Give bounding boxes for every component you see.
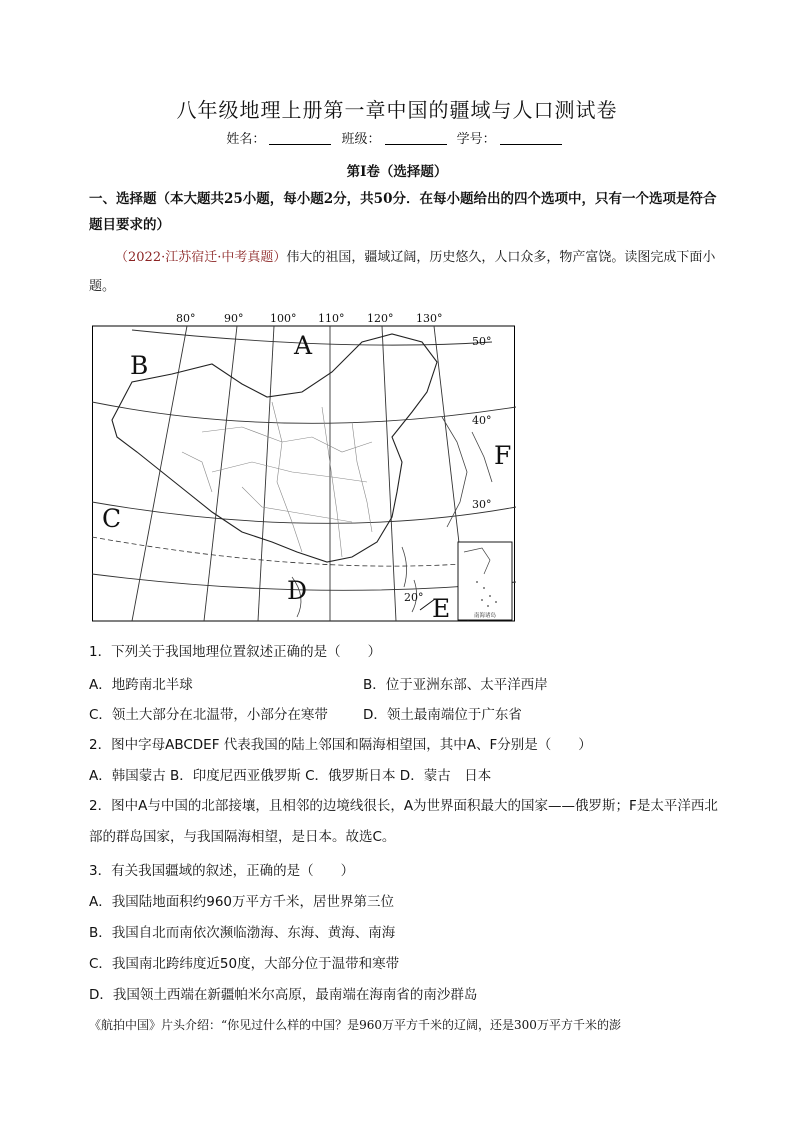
q2-analysis: 2．图中A与中国的北部接壤，且相邻的边境线很长，A为世界面积最大的国家——俄罗斯；F是太平洋西北部的群岛国家，与我国隔海相望，是日本。故选C。 (89, 798, 718, 845)
lon-label-100: 100° (270, 312, 297, 325)
next-passage-intro: 《航拍中国》片头介绍：“你见过什么样的中国？是960万平方千米的辽阔，还是300万平方千米的澎 (89, 1018, 621, 1032)
q3-option-c[interactable]: C．我国南北跨纬度近50度，大部分位于温带和寒带 (89, 956, 400, 972)
name-blank[interactable] (269, 132, 331, 145)
intro-paragraph (89, 243, 719, 301)
intro-text: 伟大的祖国，疆域辽阔，历史悠久，人口众多，物产富饶。读图完成下面小题。 (89, 250, 716, 294)
name-label: 姓名： (226, 132, 266, 147)
student-info-line (0, 128, 794, 147)
q3-option-b[interactable]: B．我国自北而南依次濒临渤海、东海、黄海、南海 (89, 925, 396, 941)
map-letter-b: B (130, 351, 149, 380)
lat-label-40: 40° (472, 414, 492, 427)
inset-caption: 南海诸岛 (473, 613, 497, 619)
map-letter-f: F (494, 441, 512, 470)
q1-option-d[interactable]: D．领土最南端位于广东省 (363, 707, 522, 723)
lon-label-120: 120° (367, 312, 394, 325)
lon-label-80: 80° (176, 312, 196, 325)
lon-label-90: 90° (224, 312, 244, 325)
lat-label-30: 30° (472, 498, 492, 511)
lat-label-50: 50° (472, 335, 492, 348)
q1-option-c[interactable]: C．领土大部分在北温带，小部分在寒带 (89, 707, 328, 723)
china-territory-map (92, 312, 516, 622)
lon-label-110: 110° (318, 312, 345, 325)
id-label: 学号： (456, 132, 496, 147)
section-heading: 第I卷（选择题） (346, 164, 448, 180)
id-blank[interactable] (500, 132, 562, 145)
question-source-link[interactable]: （2022·江苏宿迁·中考真题） (115, 250, 287, 265)
map-letter-d: D (287, 576, 308, 605)
q3-option-d[interactable]: D．我国领土西端在新疆帕米尔高原，最南端在海南省的南沙群岛 (89, 987, 478, 1003)
question-3-stem: 3．有关我国疆域的叙述，正确的是（ ） (89, 863, 355, 879)
q2-options[interactable]: A．韩国蒙古 B．印度尼西亚俄罗斯 C．俄罗斯日本 D．蒙古 日本 (89, 768, 492, 784)
map-letter-c: C (102, 504, 122, 533)
exam-title: 八年级地理上册第一章中国的疆域与人口测试卷 (176, 98, 618, 122)
class-blank[interactable] (385, 132, 447, 145)
map-letter-e: E (432, 594, 451, 622)
question-1-stem: 1．下列关于我国地理位置叙述正确的是（ ） (89, 644, 382, 660)
lon-label-130: 130° (416, 312, 443, 325)
lat-label-20: 20° (404, 591, 424, 604)
section-instructions: 一、选择题（本大题共25小题，每小题2分，共50分．在每小题给出的四个选项中，只有一个选项是符合题目要求的） (89, 191, 717, 233)
question-2-stem: 2．图中字母ABCDEF 代表我国的陆上邻国和隔海相望国，其中A、F分别是（ ） (89, 737, 592, 753)
q1-option-a[interactable]: A．地跨南北半球 (89, 677, 193, 693)
class-label: 班级： (341, 132, 381, 147)
map-letter-a: A (294, 331, 313, 360)
q3-option-a[interactable]: A．我国陆地面积约960万平方千米，居世界第三位 (89, 894, 395, 910)
q1-option-b[interactable]: B．位于亚洲东部、太平洋西岸 (363, 677, 548, 693)
